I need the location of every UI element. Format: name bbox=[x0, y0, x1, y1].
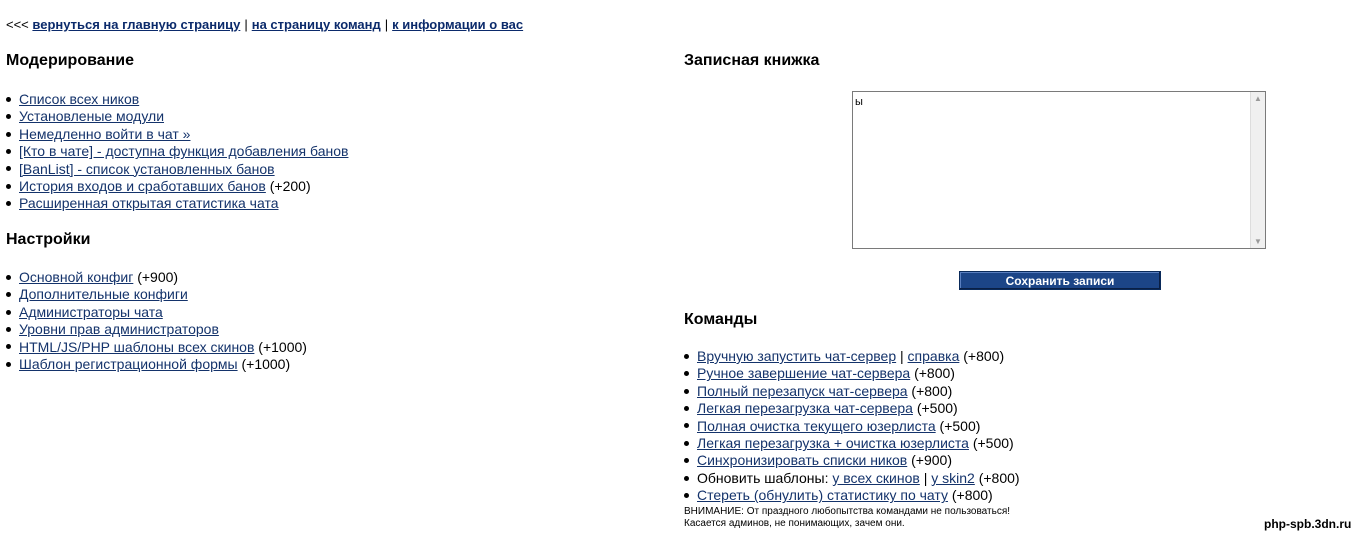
commands-heading: Команды bbox=[684, 311, 758, 328]
nav-link-commands[interactable]: на страницу команд bbox=[251, 17, 381, 32]
settings-link-admins[interactable]: Администраторы чата bbox=[19, 303, 163, 320]
list-item bbox=[684, 383, 1020, 400]
item-suffix: (+500) bbox=[912, 400, 958, 417]
command-link-help[interactable]: справка bbox=[907, 348, 960, 364]
list-item bbox=[6, 108, 348, 125]
moderation-list bbox=[6, 91, 348, 213]
bullet-icon bbox=[6, 166, 11, 171]
command-link-clear-userlist[interactable]: Полная очистка текущего юзерлиста bbox=[697, 417, 936, 434]
bullet-icon bbox=[684, 354, 689, 359]
item-separator: | bbox=[919, 469, 932, 486]
settings-link-templates[interactable]: HTML/JS/PHP шаблоны всех скинов bbox=[19, 338, 255, 355]
item-suffix: (+200) bbox=[265, 178, 311, 195]
warning-note bbox=[684, 506, 1010, 530]
bullet-icon bbox=[6, 149, 11, 154]
settings-link-extra-configs[interactable]: Дополнительные конфиги bbox=[19, 286, 188, 303]
list-item bbox=[6, 178, 348, 195]
bullet-icon bbox=[684, 441, 689, 446]
top-navigation bbox=[6, 17, 523, 32]
command-link-update-skin2[interactable]: у skin2 bbox=[931, 469, 975, 486]
list-item bbox=[684, 348, 1020, 365]
bullet-icon bbox=[684, 458, 689, 463]
list-item bbox=[6, 269, 307, 286]
item-suffix: (+500) bbox=[968, 435, 1014, 452]
command-link-stop-server[interactable]: Ручное завершение чат-сервера bbox=[697, 365, 911, 382]
list-item bbox=[6, 161, 348, 178]
bullet-icon bbox=[6, 275, 11, 280]
list-item bbox=[6, 304, 307, 321]
item-suffix: (+900) bbox=[133, 269, 179, 285]
moderation-heading: Модерирование bbox=[6, 52, 135, 69]
bullet-icon bbox=[6, 132, 11, 137]
list-item bbox=[684, 400, 1020, 417]
warning-line: Касается админов, не понимающих, зачем они. bbox=[684, 518, 905, 529]
moderation-link-nicks[interactable]: Список всех ников bbox=[19, 91, 140, 107]
moderation-link-who-in-chat[interactable]: [Кто в чате] - доступна функция добавления банов bbox=[19, 143, 349, 160]
settings-link-admin-levels[interactable]: Уровни прав администраторов bbox=[19, 321, 219, 338]
item-suffix: (+800) bbox=[947, 487, 993, 504]
list-item bbox=[684, 418, 1020, 435]
moderation-link-modules[interactable]: Установленые модули bbox=[19, 108, 165, 125]
command-link-reload-clear[interactable]: Легкая перезагрузка + очистка юзерлиста bbox=[697, 435, 969, 452]
list-item bbox=[6, 321, 307, 338]
list-item bbox=[684, 452, 1020, 469]
list-item bbox=[6, 91, 348, 108]
nav-link-info[interactable]: к информации о вас bbox=[392, 17, 524, 32]
scroll-up-icon[interactable]: ▲ bbox=[1254, 94, 1262, 103]
bullet-icon bbox=[6, 97, 11, 102]
list-item bbox=[6, 339, 307, 356]
moderation-link-enter-chat[interactable]: Немедленно войти в чат » bbox=[19, 125, 191, 142]
item-suffix: (+500) bbox=[935, 417, 981, 434]
moderation-link-stats[interactable]: Расширенная открытая статистика чата bbox=[19, 195, 279, 212]
bullet-icon bbox=[6, 327, 11, 332]
list-item bbox=[6, 356, 307, 373]
command-link-update-all-skins[interactable]: у всех скинов bbox=[832, 469, 920, 486]
item-prefix: Обновить шаблоны: bbox=[697, 469, 833, 486]
moderation-link-history[interactable]: История входов и сработавших банов bbox=[19, 178, 266, 195]
scroll-down-icon[interactable]: ▼ bbox=[1254, 237, 1262, 246]
command-link-clear-stats[interactable]: Стереть (обнулить) статистику по чату bbox=[697, 487, 948, 504]
bullet-icon bbox=[6, 344, 11, 349]
settings-heading: Настройки bbox=[6, 231, 91, 248]
list-item bbox=[684, 487, 1020, 504]
commands-list bbox=[684, 348, 1020, 505]
nav-prefix: <<< bbox=[6, 17, 29, 32]
command-link-start-server[interactable]: Вручную запустить чат-сервер bbox=[697, 348, 897, 364]
item-suffix: (+800) bbox=[959, 348, 1005, 364]
bullet-icon bbox=[684, 406, 689, 411]
bullet-icon bbox=[6, 310, 11, 315]
nav-separator: | bbox=[244, 17, 248, 32]
bullet-icon bbox=[684, 371, 689, 376]
list-item bbox=[684, 470, 1020, 487]
command-link-full-restart[interactable]: Полный перезапуск чат-сервера bbox=[697, 382, 908, 399]
nav-separator: | bbox=[384, 17, 389, 32]
bullet-icon bbox=[6, 184, 11, 189]
list-item bbox=[6, 286, 307, 303]
settings-link-reg-form[interactable]: Шаблон регистрационной формы bbox=[19, 356, 238, 373]
item-suffix: (+1000) bbox=[237, 356, 291, 373]
bullet-icon bbox=[6, 362, 11, 367]
item-suffix: (+1000) bbox=[254, 338, 307, 355]
bullet-icon bbox=[684, 389, 689, 394]
notebook-scrollbar[interactable] bbox=[1250, 92, 1265, 248]
list-item bbox=[6, 143, 348, 160]
bullet-icon bbox=[6, 201, 11, 206]
bullet-icon bbox=[684, 476, 689, 481]
list-item bbox=[6, 126, 348, 143]
warning-line: ВНИМАНИЕ: От праздного любопытства командами не пользоваться! bbox=[684, 506, 1011, 517]
save-notes-button[interactable]: Сохранить записи bbox=[959, 271, 1161, 290]
item-suffix: (+900) bbox=[907, 452, 952, 469]
command-link-sync-nicks[interactable]: Синхронизировать списки ников bbox=[697, 452, 908, 469]
notebook-textarea[interactable] bbox=[853, 92, 1251, 248]
notebook-heading: Записная книжка bbox=[684, 52, 820, 69]
command-link-light-reload[interactable]: Легкая перезагрузка чат-сервера bbox=[697, 400, 913, 417]
item-suffix: (+800) bbox=[974, 469, 1020, 486]
bullet-icon bbox=[684, 493, 689, 498]
bullet-icon bbox=[6, 114, 11, 119]
list-item bbox=[684, 435, 1020, 452]
item-suffix: (+800) bbox=[907, 382, 953, 399]
item-separator: | bbox=[896, 348, 908, 364]
settings-link-main-config[interactable]: Основной конфиг bbox=[19, 269, 134, 285]
nav-link-home[interactable]: вернуться на главную страницу bbox=[32, 17, 241, 32]
settings-list bbox=[6, 269, 307, 373]
notebook-box bbox=[852, 91, 1266, 249]
site-watermark: php-spb.3dn.ru bbox=[1264, 517, 1352, 531]
item-suffix: (+800) bbox=[910, 365, 955, 382]
moderation-link-banlist[interactable]: [BanList] - список установленных банов bbox=[19, 160, 275, 177]
list-item bbox=[684, 365, 1020, 382]
list-item bbox=[6, 195, 348, 212]
bullet-icon bbox=[684, 423, 689, 428]
bullet-icon bbox=[6, 292, 11, 297]
